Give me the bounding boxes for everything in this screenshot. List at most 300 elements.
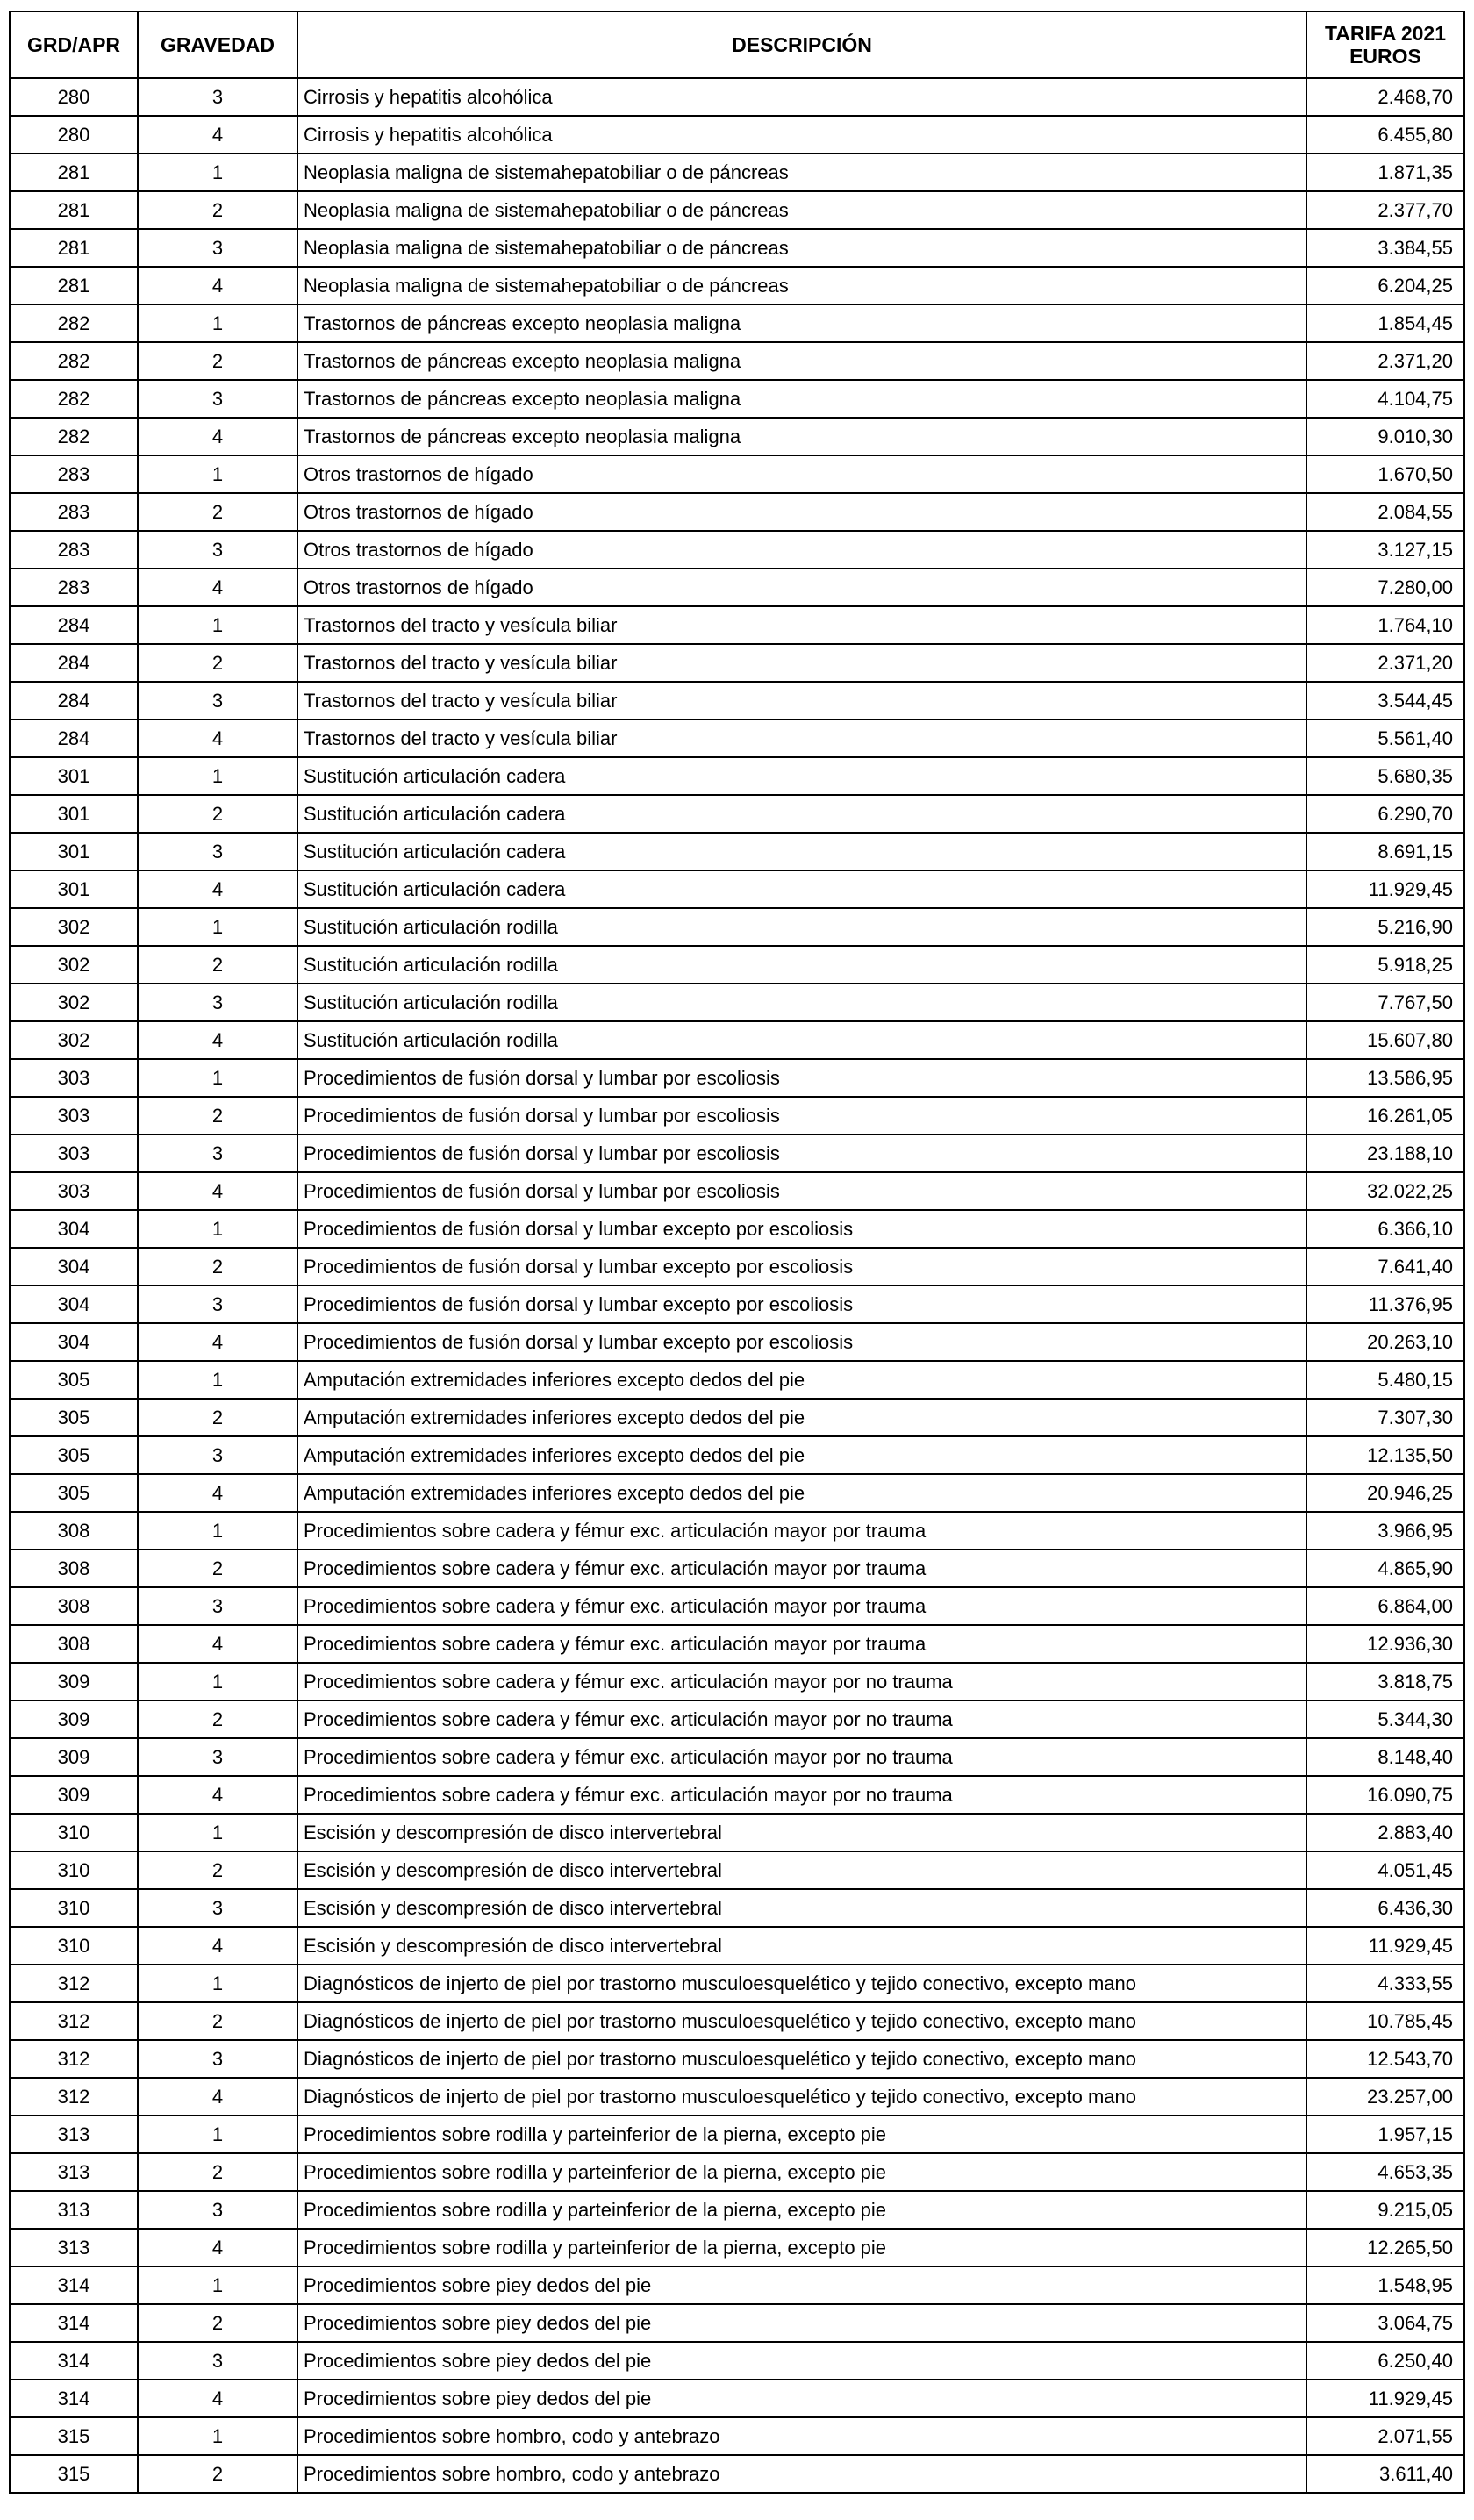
table-row <box>10 116 1464 154</box>
table-row <box>10 342 1464 380</box>
gravedad-cell: 2 <box>138 2455 297 2493</box>
grd-apr-cell: 304 <box>10 1285 138 1323</box>
table-header <box>10 11 1464 78</box>
descripcion-cell: Procedimientos sobre piey dedos del pie <box>297 2380 1306 2417</box>
descripcion-cell: Procedimientos de fusión dorsal y lumbar excepto por escoliosis <box>297 1210 1306 1248</box>
grd-apr-cell: 302 <box>10 908 138 946</box>
tarifa-cell: 3.611,40 <box>1306 2455 1464 2493</box>
tarifa-cell: 16.261,05 <box>1306 1097 1464 1135</box>
grd-apr-cell: 303 <box>10 1059 138 1097</box>
tarifa-header-line1: TARIFA 2021 <box>1324 22 1447 45</box>
grd-apr-cell: 284 <box>10 682 138 719</box>
gravedad-cell: 3 <box>138 380 297 418</box>
grd-apr-cell: 313 <box>10 2153 138 2191</box>
column-header-gravedad: GRAVEDAD <box>138 11 297 78</box>
table-row <box>10 455 1464 493</box>
grd-apr-cell: 284 <box>10 644 138 682</box>
descripcion-cell: Procedimientos sobre cadera y fémur exc. articulación mayor por no trauma <box>297 1663 1306 1700</box>
table-row <box>10 1738 1464 1776</box>
gravedad-cell: 1 <box>138 1059 297 1097</box>
descripcion-cell: Escisión y descompresión de disco intervertebral <box>297 1851 1306 1889</box>
gravedad-cell: 3 <box>138 1285 297 1323</box>
table-row <box>10 569 1464 606</box>
gravedad-cell: 2 <box>138 2304 297 2342</box>
tarifa-cell: 3.064,75 <box>1306 2304 1464 2342</box>
gravedad-cell: 2 <box>138 644 297 682</box>
gravedad-cell: 1 <box>138 2417 297 2455</box>
descripcion-cell: Procedimientos sobre rodilla y parteinferior de la pierna, excepto pie <box>297 2191 1306 2229</box>
tarifa-cell: 23.188,10 <box>1306 1135 1464 1172</box>
table-row <box>10 304 1464 342</box>
grd-apr-cell: 312 <box>10 2002 138 2040</box>
grd-apr-cell: 308 <box>10 1587 138 1625</box>
gravedad-cell: 4 <box>138 2229 297 2266</box>
tarifa-cell: 1.548,95 <box>1306 2266 1464 2304</box>
table-row <box>10 1550 1464 1587</box>
grd-apr-cell: 280 <box>10 116 138 154</box>
table-row <box>10 644 1464 682</box>
gravedad-cell: 4 <box>138 418 297 455</box>
grd-apr-cell: 310 <box>10 1814 138 1851</box>
table-body <box>10 78 1464 2493</box>
tarifa-cell: 6.250,40 <box>1306 2342 1464 2380</box>
table-row <box>10 1097 1464 1135</box>
tarifa-cell: 2.468,70 <box>1306 78 1464 116</box>
tarifa-cell: 32.022,25 <box>1306 1172 1464 1210</box>
descripcion-cell: Neoplasia maligna de sistemahepatobiliar o de páncreas <box>297 191 1306 229</box>
grd-apr-cell: 310 <box>10 1889 138 1927</box>
descripcion-cell: Procedimientos sobre hombro, codo y antebrazo <box>297 2455 1306 2493</box>
descripcion-cell: Procedimientos sobre cadera y fémur exc. articulación mayor por no trauma <box>297 1700 1306 1738</box>
gravedad-cell: 1 <box>138 1210 297 1248</box>
gravedad-cell: 3 <box>138 1436 297 1474</box>
grd-apr-cell: 308 <box>10 1550 138 1587</box>
gravedad-cell: 2 <box>138 2153 297 2191</box>
tarifa-cell: 7.641,40 <box>1306 1248 1464 1285</box>
descripcion-cell: Procedimientos de fusión dorsal y lumbar por escoliosis <box>297 1135 1306 1172</box>
grd-apr-cell: 314 <box>10 2380 138 2417</box>
grd-apr-cell: 312 <box>10 2078 138 2116</box>
grd-apr-cell: 282 <box>10 304 138 342</box>
grd-apr-cell: 301 <box>10 870 138 908</box>
table-row <box>10 1663 1464 1700</box>
tarifa-cell: 2.371,20 <box>1306 644 1464 682</box>
descripcion-cell: Procedimientos de fusión dorsal y lumbar excepto por escoliosis <box>297 1285 1306 1323</box>
gravedad-cell: 2 <box>138 1550 297 1587</box>
grd-apr-cell: 302 <box>10 1021 138 1059</box>
grd-apr-cell: 314 <box>10 2304 138 2342</box>
gravedad-cell: 3 <box>138 1889 297 1927</box>
grd-apr-cell: 305 <box>10 1361 138 1399</box>
table-row <box>10 2116 1464 2153</box>
grd-apr-cell: 313 <box>10 2191 138 2229</box>
gravedad-cell: 3 <box>138 833 297 870</box>
table-row <box>10 191 1464 229</box>
tarifa-cell: 5.344,30 <box>1306 1700 1464 1738</box>
descripcion-cell: Cirrosis y hepatitis alcohólica <box>297 78 1306 116</box>
gravedad-cell: 1 <box>138 304 297 342</box>
descripcion-cell: Sustitución articulación rodilla <box>297 908 1306 946</box>
descripcion-cell: Procedimientos sobre rodilla y parteinferior de la pierna, excepto pie <box>297 2116 1306 2153</box>
descripcion-cell: Procedimientos de fusión dorsal y lumbar por escoliosis <box>297 1097 1306 1135</box>
table-row <box>10 2342 1464 2380</box>
grd-apr-cell: 283 <box>10 493 138 531</box>
table-row <box>10 984 1464 1021</box>
descripcion-cell: Procedimientos sobre cadera y fémur exc. articulación mayor por no trauma <box>297 1776 1306 1814</box>
table-row <box>10 1889 1464 1927</box>
grd-apr-cell: 280 <box>10 78 138 116</box>
grd-apr-cell: 309 <box>10 1776 138 1814</box>
descripcion-cell: Procedimientos sobre cadera y fémur exc. articulación mayor por trauma <box>297 1550 1306 1587</box>
grd-apr-cell: 312 <box>10 2040 138 2078</box>
descripcion-cell: Procedimientos sobre piey dedos del pie <box>297 2342 1306 2380</box>
tarifa-cell: 7.767,50 <box>1306 984 1464 1021</box>
tarifa-cell: 4.653,35 <box>1306 2153 1464 2191</box>
gravedad-cell: 3 <box>138 984 297 1021</box>
table-row <box>10 418 1464 455</box>
tarifa-cell: 3.384,55 <box>1306 229 1464 267</box>
table-row <box>10 1399 1464 1436</box>
grd-apr-cell: 309 <box>10 1663 138 1700</box>
tarifa-cell: 11.929,45 <box>1306 2380 1464 2417</box>
tarifa-cell: 4.051,45 <box>1306 1851 1464 1889</box>
tarifa-cell: 12.265,50 <box>1306 2229 1464 2266</box>
descripcion-cell: Escisión y descompresión de disco intervertebral <box>297 1814 1306 1851</box>
gravedad-cell: 2 <box>138 1248 297 1285</box>
table-row <box>10 1210 1464 1248</box>
gravedad-cell: 1 <box>138 908 297 946</box>
gravedad-cell: 1 <box>138 1965 297 2002</box>
tarifa-cell: 23.257,00 <box>1306 2078 1464 2116</box>
table-row <box>10 833 1464 870</box>
grd-apr-cell: 308 <box>10 1512 138 1550</box>
gravedad-cell: 1 <box>138 757 297 795</box>
gravedad-cell: 2 <box>138 795 297 833</box>
table-row <box>10 1851 1464 1889</box>
gravedad-cell: 4 <box>138 719 297 757</box>
tarifa-cell: 7.280,00 <box>1306 569 1464 606</box>
tarifa-cell: 6.436,30 <box>1306 1889 1464 1927</box>
tarifa-cell: 12.543,70 <box>1306 2040 1464 2078</box>
gravedad-cell: 2 <box>138 1851 297 1889</box>
table-row <box>10 1361 1464 1399</box>
tarifa-cell: 12.135,50 <box>1306 1436 1464 1474</box>
grd-apr-cell: 304 <box>10 1248 138 1285</box>
table-row <box>10 908 1464 946</box>
gravedad-cell: 1 <box>138 606 297 644</box>
descripcion-cell: Neoplasia maligna de sistemahepatobiliar o de páncreas <box>297 229 1306 267</box>
descripcion-cell: Amputación extremidades inferiores excepto dedos del pie <box>297 1474 1306 1512</box>
gravedad-cell: 3 <box>138 531 297 569</box>
grd-apr-cell: 284 <box>10 606 138 644</box>
tarifa-cell: 5.561,40 <box>1306 719 1464 757</box>
grd-apr-cell: 310 <box>10 1851 138 1889</box>
descripcion-cell: Trastornos del tracto y vesícula biliar <box>297 644 1306 682</box>
table-row <box>10 2191 1464 2229</box>
tarifa-cell: 16.090,75 <box>1306 1776 1464 1814</box>
table-row <box>10 493 1464 531</box>
gravedad-cell: 2 <box>138 1399 297 1436</box>
descripcion-cell: Diagnósticos de injerto de piel por trastorno musculoesquelético y tejido conectivo, excepto mano <box>297 2002 1306 2040</box>
tarifa-cell: 6.204,25 <box>1306 267 1464 304</box>
descripcion-cell: Sustitución articulación cadera <box>297 833 1306 870</box>
tarifa-cell: 1.764,10 <box>1306 606 1464 644</box>
grd-apr-cell: 281 <box>10 154 138 191</box>
descripcion-cell: Trastornos de páncreas excepto neoplasia maligna <box>297 418 1306 455</box>
table-row <box>10 682 1464 719</box>
gravedad-cell: 2 <box>138 946 297 984</box>
tarifa-cell: 3.818,75 <box>1306 1663 1464 1700</box>
descripcion-cell: Trastornos de páncreas excepto neoplasia maligna <box>297 304 1306 342</box>
grd-apr-cell: 282 <box>10 380 138 418</box>
tarifa-cell: 4.104,75 <box>1306 380 1464 418</box>
gravedad-cell: 4 <box>138 267 297 304</box>
descripcion-cell: Cirrosis y hepatitis alcohólica <box>297 116 1306 154</box>
table-row <box>10 1059 1464 1097</box>
grd-apr-cell: 303 <box>10 1135 138 1172</box>
table-row <box>10 2002 1464 2040</box>
gravedad-cell: 4 <box>138 1927 297 1965</box>
grd-apr-cell: 304 <box>10 1210 138 1248</box>
descripcion-cell: Diagnósticos de injerto de piel por trastorno musculoesquelético y tejido conectivo, excepto mano <box>297 1965 1306 2002</box>
descripcion-cell: Procedimientos sobre cadera y fémur exc. articulación mayor por trauma <box>297 1587 1306 1625</box>
tarifa-cell: 3.127,15 <box>1306 531 1464 569</box>
grd-apr-cell: 303 <box>10 1097 138 1135</box>
gravedad-cell: 4 <box>138 1323 297 1361</box>
tariff-table <box>9 11 1465 2494</box>
table-row <box>10 870 1464 908</box>
table-row <box>10 1135 1464 1172</box>
tarifa-header-line2: EUROS <box>1349 45 1421 68</box>
gravedad-cell: 3 <box>138 1135 297 1172</box>
table-row <box>10 78 1464 116</box>
descripcion-cell: Otros trastornos de hígado <box>297 493 1306 531</box>
grd-apr-cell: 309 <box>10 1700 138 1738</box>
grd-apr-cell: 281 <box>10 191 138 229</box>
table-row <box>10 2229 1464 2266</box>
descripcion-cell: Procedimientos sobre rodilla y parteinferior de la pierna, excepto pie <box>297 2229 1306 2266</box>
descripcion-cell: Trastornos del tracto y vesícula biliar <box>297 606 1306 644</box>
gravedad-cell: 4 <box>138 2380 297 2417</box>
tarifa-cell: 9.010,30 <box>1306 418 1464 455</box>
tarifa-cell: 12.936,30 <box>1306 1625 1464 1663</box>
table-row <box>10 1323 1464 1361</box>
table-row <box>10 1436 1464 1474</box>
tarifa-cell: 20.263,10 <box>1306 1323 1464 1361</box>
gravedad-cell: 2 <box>138 342 297 380</box>
grd-apr-cell: 313 <box>10 2229 138 2266</box>
table-row <box>10 2455 1464 2493</box>
grd-apr-cell: 284 <box>10 719 138 757</box>
descripcion-cell: Sustitución articulación cadera <box>297 757 1306 795</box>
table-row <box>10 1700 1464 1738</box>
grd-apr-cell: 281 <box>10 229 138 267</box>
descripcion-cell: Procedimientos de fusión dorsal y lumbar excepto por escoliosis <box>297 1248 1306 1285</box>
descripcion-cell: Sustitución articulación cadera <box>297 870 1306 908</box>
grd-apr-cell: 305 <box>10 1436 138 1474</box>
descripcion-cell: Sustitución articulación cadera <box>297 795 1306 833</box>
descripcion-cell: Neoplasia maligna de sistemahepatobiliar o de páncreas <box>297 154 1306 191</box>
tarifa-cell: 5.216,90 <box>1306 908 1464 946</box>
descripcion-cell: Procedimientos sobre piey dedos del pie <box>297 2266 1306 2304</box>
tarifa-cell: 5.918,25 <box>1306 946 1464 984</box>
table-row <box>10 2040 1464 2078</box>
gravedad-cell: 3 <box>138 2191 297 2229</box>
tarifa-cell: 4.333,55 <box>1306 1965 1464 2002</box>
grd-apr-cell: 308 <box>10 1625 138 1663</box>
table-row <box>10 1172 1464 1210</box>
grd-apr-cell: 302 <box>10 984 138 1021</box>
tarifa-cell: 3.966,95 <box>1306 1512 1464 1550</box>
tarifa-cell: 10.785,45 <box>1306 2002 1464 2040</box>
gravedad-cell: 1 <box>138 2266 297 2304</box>
gravedad-cell: 2 <box>138 2002 297 2040</box>
tarifa-cell: 2.084,55 <box>1306 493 1464 531</box>
gravedad-cell: 4 <box>138 116 297 154</box>
tarifa-cell: 6.455,80 <box>1306 116 1464 154</box>
descripcion-cell: Procedimientos de fusión dorsal y lumbar por escoliosis <box>297 1059 1306 1097</box>
gravedad-cell: 4 <box>138 1021 297 1059</box>
grd-apr-cell: 283 <box>10 569 138 606</box>
grd-apr-cell: 301 <box>10 757 138 795</box>
table-row <box>10 1021 1464 1059</box>
gravedad-cell: 2 <box>138 1097 297 1135</box>
tarifa-cell: 11.376,95 <box>1306 1285 1464 1323</box>
table-row <box>10 2266 1464 2304</box>
descripcion-cell: Procedimientos sobre rodilla y parteinferior de la pierna, excepto pie <box>297 2153 1306 2191</box>
column-header-grd-apr: GRD/APR <box>10 11 138 78</box>
column-header-descripcion: DESCRIPCIÓN <box>297 11 1306 78</box>
descripcion-cell: Procedimientos sobre cadera y fémur exc. articulación mayor por trauma <box>297 1512 1306 1550</box>
table-row <box>10 2380 1464 2417</box>
tarifa-cell: 9.215,05 <box>1306 2191 1464 2229</box>
gravedad-cell: 3 <box>138 1738 297 1776</box>
tarifa-cell: 6.290,70 <box>1306 795 1464 833</box>
tarifa-cell: 7.307,30 <box>1306 1399 1464 1436</box>
table-row <box>10 531 1464 569</box>
gravedad-cell: 4 <box>138 2078 297 2116</box>
grd-apr-cell: 283 <box>10 531 138 569</box>
descripcion-cell: Procedimientos sobre cadera y fémur exc. articulación mayor por trauma <box>297 1625 1306 1663</box>
gravedad-cell: 1 <box>138 455 297 493</box>
tarifa-cell: 11.929,45 <box>1306 870 1464 908</box>
tarifa-cell: 11.929,45 <box>1306 1927 1464 1965</box>
descripcion-cell: Procedimientos de fusión dorsal y lumbar por escoliosis <box>297 1172 1306 1210</box>
grd-apr-cell: 302 <box>10 946 138 984</box>
table-row <box>10 946 1464 984</box>
grd-apr-cell: 281 <box>10 267 138 304</box>
descripcion-cell: Procedimientos de fusión dorsal y lumbar excepto por escoliosis <box>297 1323 1306 1361</box>
descripcion-cell: Trastornos del tracto y vesícula biliar <box>297 719 1306 757</box>
descripcion-cell: Trastornos del tracto y vesícula biliar <box>297 682 1306 719</box>
gravedad-cell: 3 <box>138 682 297 719</box>
descripcion-cell: Escisión y descompresión de disco intervertebral <box>297 1889 1306 1927</box>
tarifa-cell: 15.607,80 <box>1306 1021 1464 1059</box>
table-row <box>10 1248 1464 1285</box>
table-row <box>10 1965 1464 2002</box>
table-row <box>10 757 1464 795</box>
descripcion-cell: Neoplasia maligna de sistemahepatobiliar o de páncreas <box>297 267 1306 304</box>
tarifa-cell: 2.883,40 <box>1306 1814 1464 1851</box>
tarifa-cell: 2.071,55 <box>1306 2417 1464 2455</box>
table-row <box>10 1814 1464 1851</box>
grd-apr-cell: 310 <box>10 1927 138 1965</box>
grd-apr-cell: 314 <box>10 2266 138 2304</box>
grd-apr-cell: 315 <box>10 2455 138 2493</box>
table-row <box>10 719 1464 757</box>
table-row <box>10 154 1464 191</box>
descripcion-cell: Otros trastornos de hígado <box>297 455 1306 493</box>
descripcion-cell: Sustitución articulación rodilla <box>297 946 1306 984</box>
gravedad-cell: 1 <box>138 1663 297 1700</box>
table-row <box>10 2417 1464 2455</box>
table-row <box>10 2304 1464 2342</box>
descripcion-cell: Procedimientos sobre piey dedos del pie <box>297 2304 1306 2342</box>
tarifa-cell: 8.691,15 <box>1306 833 1464 870</box>
tarifa-cell: 13.586,95 <box>1306 1059 1464 1097</box>
table-row <box>10 2153 1464 2191</box>
descripcion-cell: Amputación extremidades inferiores excepto dedos del pie <box>297 1361 1306 1399</box>
gravedad-cell: 2 <box>138 1700 297 1738</box>
tarifa-cell: 5.680,35 <box>1306 757 1464 795</box>
tarifa-cell: 1.854,45 <box>1306 304 1464 342</box>
gravedad-cell: 3 <box>138 2040 297 2078</box>
gravedad-cell: 3 <box>138 229 297 267</box>
tarifa-cell: 1.670,50 <box>1306 455 1464 493</box>
descripcion-cell: Amputación extremidades inferiores excepto dedos del pie <box>297 1436 1306 1474</box>
grd-apr-cell: 303 <box>10 1172 138 1210</box>
grd-apr-cell: 304 <box>10 1323 138 1361</box>
descripcion-cell: Amputación extremidades inferiores excepto dedos del pie <box>297 1399 1306 1436</box>
gravedad-cell: 4 <box>138 870 297 908</box>
gravedad-cell: 4 <box>138 569 297 606</box>
grd-apr-cell: 282 <box>10 418 138 455</box>
tarifa-cell: 8.148,40 <box>1306 1738 1464 1776</box>
grd-apr-cell: 309 <box>10 1738 138 1776</box>
tarifa-cell: 1.957,15 <box>1306 2116 1464 2153</box>
table-row <box>10 2078 1464 2116</box>
descripcion-cell: Otros trastornos de hígado <box>297 569 1306 606</box>
descripcion-cell: Sustitución articulación rodilla <box>297 984 1306 1021</box>
gravedad-cell: 1 <box>138 154 297 191</box>
gravedad-cell: 1 <box>138 1361 297 1399</box>
gravedad-cell: 2 <box>138 191 297 229</box>
gravedad-cell: 4 <box>138 1625 297 1663</box>
table-row <box>10 1512 1464 1550</box>
grd-apr-cell: 305 <box>10 1474 138 1512</box>
grd-apr-cell: 314 <box>10 2342 138 2380</box>
table-row <box>10 267 1464 304</box>
gravedad-cell: 1 <box>138 2116 297 2153</box>
tarifa-cell: 1.871,35 <box>1306 154 1464 191</box>
descripcion-cell: Diagnósticos de injerto de piel por trastorno musculoesquelético y tejido conectivo, excepto mano <box>297 2078 1306 2116</box>
header-row <box>10 11 1464 78</box>
descripcion-cell: Procedimientos sobre hombro, codo y antebrazo <box>297 2417 1306 2455</box>
grd-apr-cell: 282 <box>10 342 138 380</box>
grd-apr-cell: 283 <box>10 455 138 493</box>
tarifa-cell: 6.864,00 <box>1306 1587 1464 1625</box>
descripcion-cell: Escisión y descompresión de disco intervertebral <box>297 1927 1306 1965</box>
gravedad-cell: 4 <box>138 1474 297 1512</box>
descripcion-cell: Diagnósticos de injerto de piel por trastorno musculoesquelético y tejido conectivo, excepto mano <box>297 2040 1306 2078</box>
grd-apr-cell: 313 <box>10 2116 138 2153</box>
tarifa-cell: 5.480,15 <box>1306 1361 1464 1399</box>
descripcion-cell: Procedimientos sobre cadera y fémur exc. articulación mayor por no trauma <box>297 1738 1306 1776</box>
gravedad-cell: 4 <box>138 1776 297 1814</box>
grd-apr-cell: 315 <box>10 2417 138 2455</box>
gravedad-cell: 3 <box>138 1587 297 1625</box>
gravedad-cell: 4 <box>138 1172 297 1210</box>
